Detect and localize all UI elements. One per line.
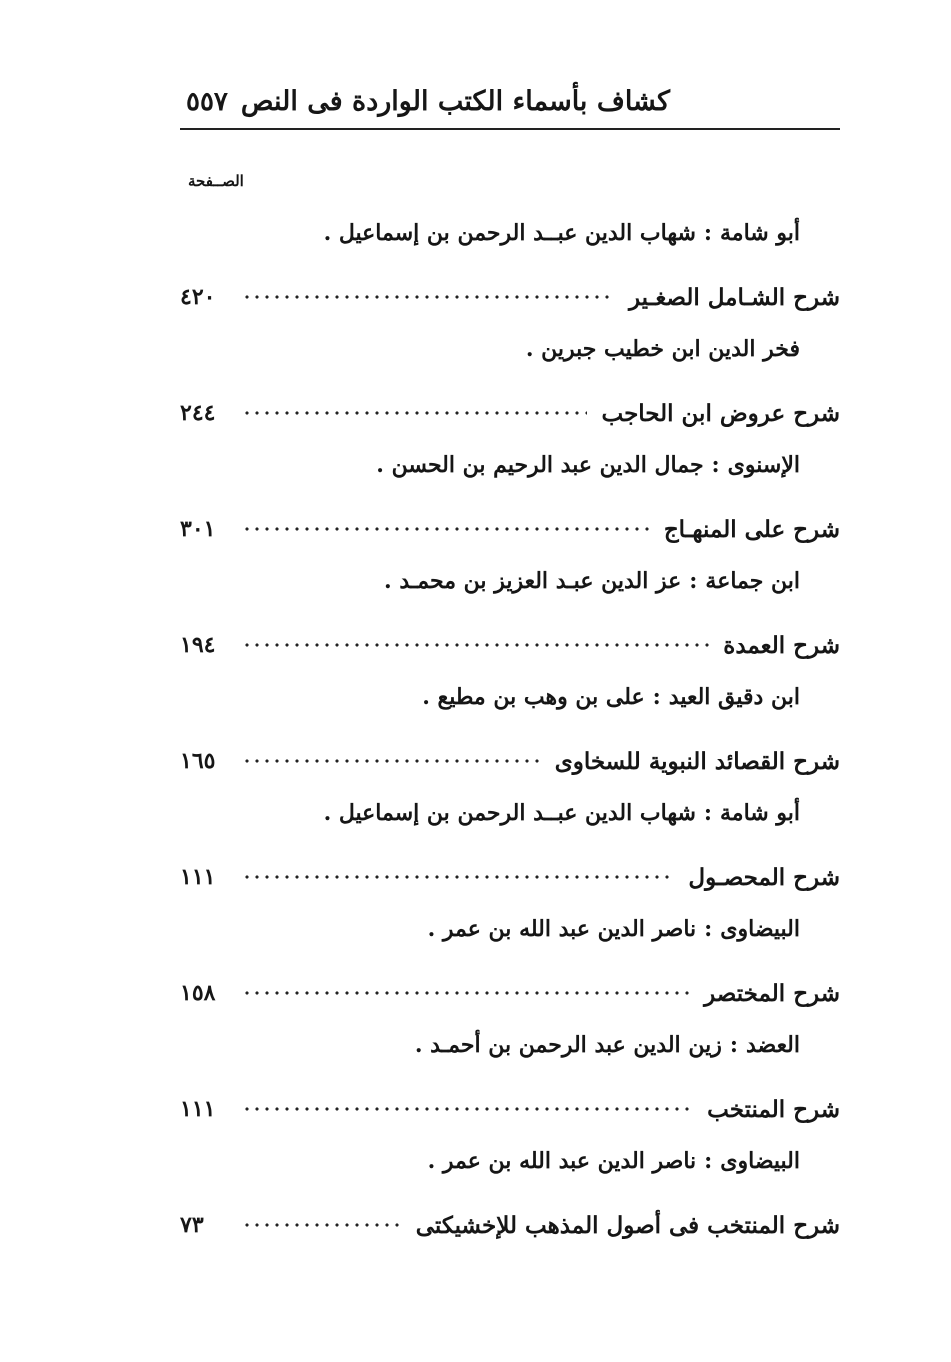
dot-leader — [242, 411, 587, 415]
book-line — [180, 848, 840, 906]
colon-separator: : — [704, 1148, 713, 1174]
book-title: شرح على المنهـاج — [663, 515, 840, 543]
author-line — [180, 906, 840, 964]
author-line — [180, 1138, 840, 1196]
author-full-name: ناصر الدين عبد الله بن عمر . — [427, 916, 697, 942]
author-line — [180, 674, 840, 732]
author-name: أبو شامة — [720, 800, 800, 826]
index-entry — [180, 906, 840, 1022]
colon-separator: : — [729, 1032, 738, 1058]
author-line — [180, 442, 840, 500]
author-name: أبو شامة — [720, 220, 800, 246]
author-line — [180, 326, 840, 384]
book-title: شرح الشـامل الصغـير — [628, 283, 840, 311]
author-name: الإسنوى — [727, 452, 800, 478]
dot-leader — [242, 991, 690, 995]
index-entries — [180, 210, 840, 1254]
page-reference: ١٦٥ — [180, 748, 216, 774]
index-entry — [180, 1022, 840, 1138]
author-name: ابن جماعة — [705, 568, 800, 594]
book-line — [180, 268, 840, 326]
dot-leader — [242, 1223, 402, 1227]
dot-leader — [242, 295, 615, 299]
page-number: ٥٥٧ — [186, 87, 228, 117]
author-full-name: عز الدين عبـد العزيز بن محمـد . — [384, 568, 682, 594]
author-line — [180, 558, 840, 616]
index-entry — [180, 558, 840, 674]
index-entry — [180, 210, 840, 326]
running-head — [180, 82, 840, 122]
dot-leader — [242, 527, 650, 531]
book-title: شرح القصائد النبوية للسخاوى — [554, 747, 840, 775]
book-title: شرح المختصر — [704, 979, 840, 1007]
dot-leader — [242, 643, 709, 647]
page-reference: ١٥٨ — [180, 980, 216, 1006]
author-full-name: على بن وهب بن مطيع . — [422, 684, 645, 710]
colon-separator: : — [711, 452, 720, 478]
book-line — [180, 1196, 840, 1254]
author-line — [180, 790, 840, 848]
header-rule — [180, 128, 840, 130]
dot-leader — [242, 759, 541, 763]
book-title: شرح المحصـول — [688, 863, 840, 891]
author-full-name: فخر الدين ابن خطيب جبرين . — [525, 336, 800, 362]
author-full-name: زين الدين عبد الرحمن بن أحمـد . — [414, 1032, 722, 1058]
colon-separator: : — [652, 684, 661, 710]
page-reference: ٢٤٤ — [180, 400, 216, 426]
index-entry — [180, 442, 840, 558]
colon-separator: : — [703, 800, 713, 826]
book-line — [180, 1080, 840, 1138]
page-reference: ١٩٤ — [180, 632, 216, 658]
page-reference: ١١١ — [180, 864, 216, 890]
book-line — [180, 384, 840, 442]
author-name: البيضاوى — [720, 916, 800, 942]
book-title: شرح المنتخب — [707, 1095, 840, 1123]
author-line — [180, 1022, 840, 1080]
index-entry — [180, 326, 840, 442]
author-full-name: ناصر الدين عبد الله بن عمر . — [427, 1148, 697, 1174]
page-reference: ١١١ — [180, 1096, 216, 1122]
page-reference: ٣٠١ — [180, 516, 216, 542]
author-name: العضد — [745, 1032, 800, 1058]
dot-leader — [242, 1107, 693, 1111]
page-reference: ٧٣ — [180, 1212, 204, 1238]
author-name: البيضاوى — [720, 1148, 800, 1174]
author-full-name: جمال الدين عبد الرحيم بن الحسن . — [376, 452, 704, 478]
book-title: شرح المنتخب فى أصول المذهب للإخشيكتى — [415, 1211, 840, 1239]
index-entry — [180, 1138, 840, 1254]
page-column-label: الصــفحة — [188, 172, 244, 190]
colon-separator: : — [704, 916, 713, 942]
index-entry — [180, 790, 840, 906]
index-entry — [180, 674, 840, 790]
page-reference: ٤٢٠ — [180, 284, 216, 310]
book-line — [180, 732, 840, 790]
author-full-name: شهاب الدين عبــد الرحمن بن إسماعيل . — [323, 220, 696, 246]
book-line — [180, 964, 840, 1022]
running-title: كشاف بأسماء الكتب الواردة فى النص — [240, 86, 670, 117]
colon-separator: : — [703, 220, 713, 246]
book-line — [180, 500, 840, 558]
book-title: شرح عروض ابن الحاجب — [601, 399, 840, 427]
colon-separator: : — [689, 568, 698, 594]
book-line — [180, 616, 840, 674]
author-line — [180, 210, 840, 268]
dot-leader — [242, 875, 674, 879]
book-title: شرح العمدة — [723, 631, 840, 659]
author-name: ابن دقيق العيد — [668, 684, 800, 710]
author-full-name: شهاب الدين عبــد الرحمن بن إسماعيل . — [323, 800, 696, 826]
